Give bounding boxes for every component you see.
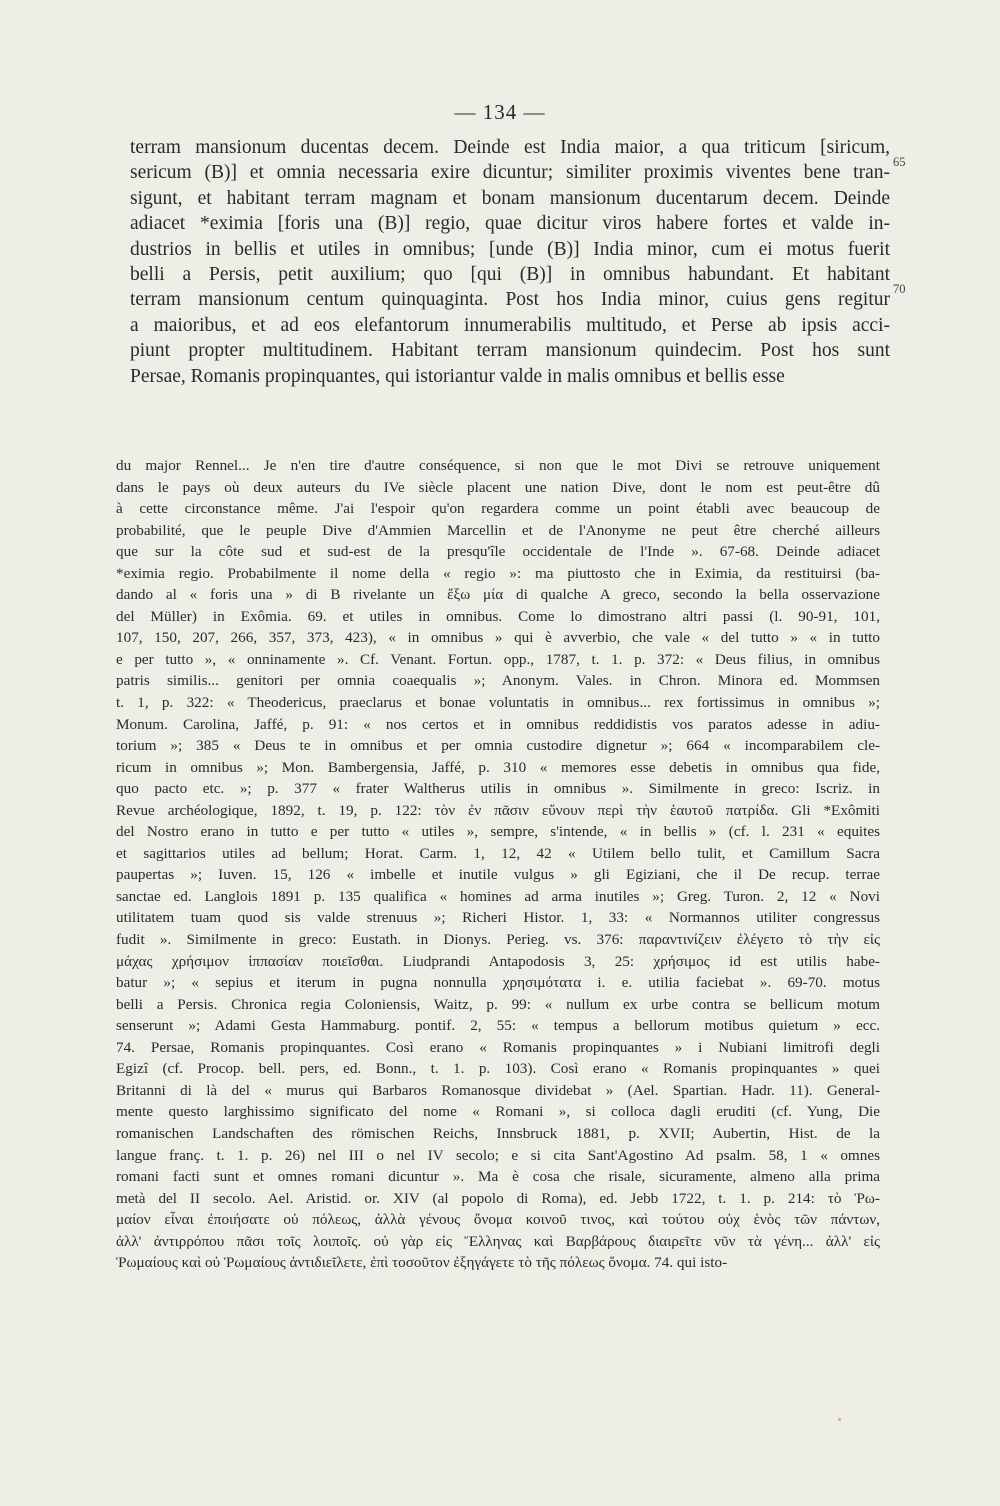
note-line: romani facti sunt et omnes romani dicuntur ». Ma è cosa che risale, sicuramente, almeno alla prima (116, 1168, 880, 1186)
main-line: belli a Persis, petit auxilium; quo [qui (B)] in omnibus habundant. Et habitant (130, 263, 890, 285)
note-line: del Müller) in Exômia. 69. et utiles in omnibus. Come lo dimostrano altri passi (l. 90-91, 101, (116, 607, 880, 625)
note-line: à cette circonstance même. J'ai l'espoir qu'on regardera comme un point établi avec beaucoup de (116, 500, 880, 518)
main-line: dustrios in bellis et utiles in omnibus; [unde (B)] India minor, cum ei motus fuerit (130, 238, 890, 260)
note-line: mente questo larghissimo significato del nome « Romani », si colloca dagli eruditi (cf. Yung, Die (116, 1103, 880, 1121)
note-line: *eximia regio. Probabilmente il nome della « regio »: ma piuttosto che in Eximia, da restituirsi (ba- (116, 564, 880, 582)
note-line: paupertas »; Iuven. 15, 126 « imbelle et inutile vulgus » gli Egiziani, che il De recup. terrae (116, 866, 880, 884)
note-line: langue franç. t. 1. p. 26) nel III o nel IV secolo; e si cita Sant'Agostino Ad psalm. 58, 1 « omnes (116, 1146, 880, 1164)
main-line: terram mansionum centum quinquaginta. Post hos India minor, cuius gens regitur (130, 289, 890, 311)
note-line: senserunt »; Adami Gesta Hammaburg. pontif. 2, 55: « tempus a bellorum motibus quietum » ecc. (116, 1017, 880, 1035)
note-line: dando al « foris una » di B rivelante un ἔξω μία di qualche A greco, secondo la bella osservazione (116, 586, 880, 604)
note-line: probabilité, que le peuple Dive d'Ammien Marcellin et de l'Anonyme ne peut être cherché ailleurs (116, 521, 880, 539)
main-line: adiacet *eximia [foris una (B)] regio, quae dicitur viros habere fortes et valde in- (130, 213, 890, 235)
note-line: metà del II secolo. Ael. Aristid. or. XIV (al popolo di Roma), ed. Jebb 1722, t. 1. p. 214: τὸ Ῥω- (116, 1189, 880, 1207)
note-line: μαίον εἶναι ἐποιήσατε οὐ πόλεως, ἀλλὰ γένους ὄνομα κοινοῦ τινος, καὶ τούτου οὐχ ἑνὸς τῶν πάντων, (116, 1211, 880, 1229)
note-line: que sur la côte sud et sud-est de la presqu'île occidentale de l'Inde ». 67-68. Deinde adiacet (116, 543, 880, 561)
main-line: sigunt, et habitant terram magnam et bonam mansionum ducentarum decem. Deinde (130, 187, 890, 209)
commentary-notes (116, 455, 880, 1274)
main-line: Persae, Romanis propinquantes, qui istoriantur valde in malis omnibus et bellis esse (130, 365, 785, 387)
note-line: ἀλλ' ἀντιρρόπου πᾶσι τοῖς λοιποῖς. οὐ γὰρ εἰς Ἕλληνας καὶ Βαρβάρους διαιρεῖτε νῦν τὰ γένη... ἀλλ' εἰς (116, 1232, 880, 1250)
paper-speck (838, 1418, 841, 1421)
main-line: a maioribus, et ad eos elefantorum innumerabilis multitudo, et Perse ab ipsis acci- (130, 314, 890, 336)
main-line: sericum (B)] et omnia necessaria exire dicuntur; similiter proximis viventes bene tran- (130, 162, 890, 184)
main-text (130, 135, 890, 389)
note-line: Ῥωμαίους καὶ οὐ Ῥωμαίους ἀντιδιεῖλετε, ἐπὶ τοσοῦτον ἐξηγάγετε τὸ τῆς πόλεως ὄνομα. 74. qui isto- (116, 1254, 728, 1272)
note-line: fudit ». Similmente in greco: Eustath. in Dionys. Perieg. vs. 376: παραντινίζειν ἐλέγετο τὸ τὴν εἰς (116, 931, 880, 949)
note-line: 107, 150, 207, 266, 357, 373, 423), « in omnibus » qui è avverbio, che vale « del tutto » « in tutto (116, 629, 880, 647)
note-line: 74. Persae, Romanis propinquantes. Così erano « Romanis propinquantes » i Nubiani limitrofi degli (116, 1038, 880, 1056)
note-line: belli a Persis. Chronica regia Coloniensis, Waitz, p. 99: « nullum ex urbe contra se bellicum motum (116, 995, 880, 1013)
note-line: patris similis... genitori per omnia coaequalis »; Anonym. Vales. in Chron. Minora ed. Mommsen (116, 672, 880, 690)
page-number: — 134 — (454, 100, 546, 124)
note-line: utilitatem tuam quod sis valde strenuus »; Richeri Histor. 1, 33: « Normannos utiliter congressus (116, 909, 880, 927)
note-line: dans le pays où deux auteurs du IVe siècle placent une nation Dive, dont le nom est peut-être dû (116, 478, 880, 496)
note-line: romanischen Landschaften des römischen Reichs, Innsbruck 1881, p. XVII; Aubertin, Hist. de la (116, 1124, 880, 1142)
note-line: et sagittarios utiles ad bellum; Horat. Carm. 1, 12, 42 « Utilem bello tulit, et Camillum Sacra (116, 844, 880, 862)
note-line: del Nostro erano in tutto e per tutto « utiles », sempre, s'intende, « in bellis » (cf. l. 231 « equites (116, 823, 880, 841)
note-line: quo pacto etc. »; p. 377 « frater Waltherus utilis in omnibus ». Similmente in greco: Iscriz. in (116, 780, 880, 798)
note-line: μάχας χρήσιμον ἱππασίαν ποιεῖσθαι. Liudprandi Antapodosis 3, 25: χρήσιμος id est utilis habe- (116, 952, 880, 970)
note-line: Egizî (cf. Procop. bell. pers, ed. Bonn., t. 1. p. 103). Così erano « Romanis propinquantes » quei (116, 1060, 880, 1078)
note-line: Revue archéologique, 1892, t. 19, p. 122: τὸν ἐν πᾶσιν εὔνουν περὶ τὴν ἑαυτοῦ πατρίδα. Gli *Exômiti (116, 801, 880, 819)
note-line: e per tutto », « onninamente ». Cf. Venant. Fortun. opp., 1787, t. 1. p. 372: « Deus filius, in omnibus (116, 650, 880, 668)
note-line: Monum. Carolina, Jaffé, p. 91: « nos certos et in omnibus reddidistis vos paratos adesse in adiu- (116, 715, 880, 733)
note-line: Britanni di là del « murus qui Barbaros Romanosque dividebat » (Ael. Spartian. Hadr. 11). General- (116, 1081, 880, 1099)
main-line: piunt propter multitudinem. Habitant terram mansionum quindecim. Post hos sunt (130, 340, 890, 362)
main-line: terram mansionum ducentas decem. Deinde est India maior, a qua triticum [siricum, (130, 137, 890, 158)
note-line: torium »; 385 « Deus te in omnibus et per omnia custodire dignetur »; 664 « incomparabilem cle- (116, 737, 880, 755)
line-number-65: 65 (893, 155, 906, 169)
note-line: batur »; « sepius et iterum in pugna nonnulla χρησιμότατα i. e. utilia faciebat ». 69-70. motus (116, 974, 880, 992)
note-line: sanctae ed. Langlois 1891 p. 135 qualifica « homines ad arma inutiles »; Greg. Turon. 2, 12 « Novi (116, 887, 880, 905)
note-line: ricum in omnibus »; Mon. Bambergensia, Jaffé, p. 310 « memores esse debetis in omnibus qua fide, (116, 758, 880, 776)
line-number-70: 70 (893, 282, 906, 296)
note-line: du major Rennel... Je n'en tire d'autre conséquence, si non que le mot Divi se retrouve uniquement (116, 457, 880, 474)
note-line: t. 1, p. 322: « Theodericus, praeclarus et bonae voluntatis in omnibus... rex fortissimus in omnibus »; (116, 694, 880, 712)
